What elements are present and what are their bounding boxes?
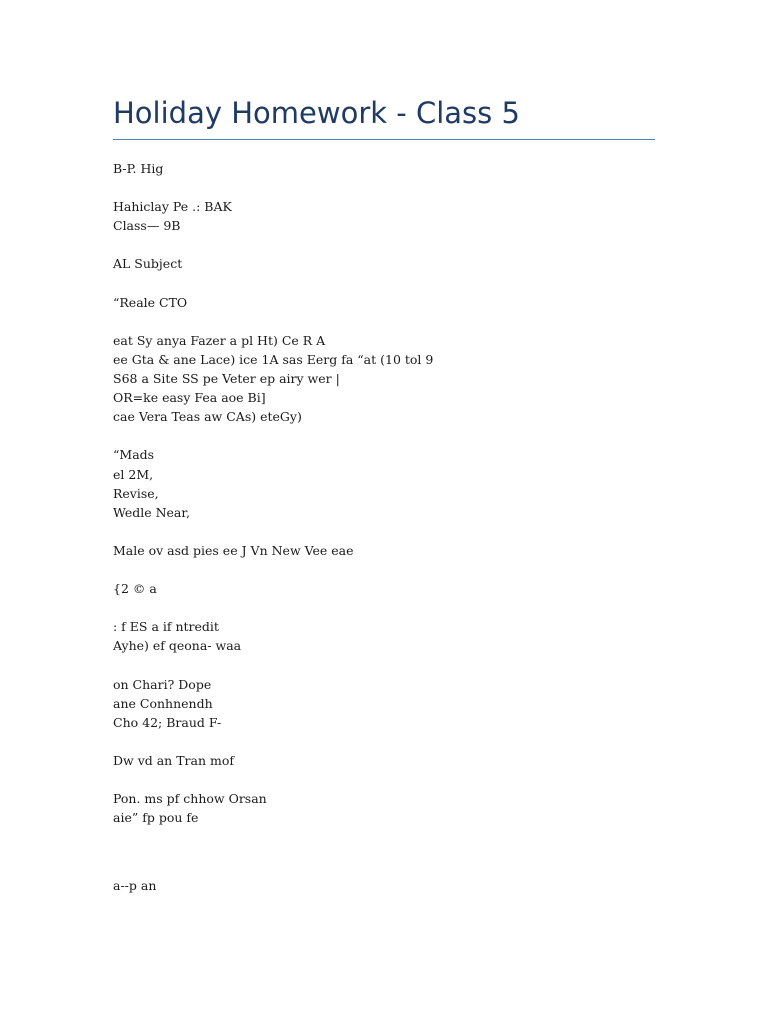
paragraph-line: Ayhe) ef qeona- waa <box>113 638 242 654</box>
document-paragraph <box>113 197 655 235</box>
document-paragraph <box>113 293 655 312</box>
paragraph-line: Hahiclay Pe .: BAK <box>113 199 232 215</box>
paragraph-line: eat Sy anya Fazer a pl Ht) Ce R A <box>113 332 326 348</box>
document-paragraph <box>113 617 655 655</box>
paragraph-line: ee Gta & ane Lace) ice 1A sas Eerg fa “at (10 tol 9 <box>113 351 434 367</box>
paragraph-line: {2 © a <box>113 581 157 597</box>
paragraph-line: Dw vd an Tran mof <box>113 752 235 768</box>
document-paragraph <box>113 579 655 598</box>
paragraph-line: Class— 9B <box>113 218 181 234</box>
document-paragraph <box>113 159 655 178</box>
paragraph-line: ane Conhnendh <box>113 695 213 711</box>
paragraph-line: a--p an <box>113 878 157 894</box>
paragraph-line: Pon. ms pf chhow Orsan <box>113 791 267 807</box>
document-title: Holiday Homework - Class 5 <box>113 96 520 130</box>
document-paragraph <box>113 541 655 560</box>
document-paragraph <box>113 254 655 273</box>
paragraph-line: S68 a Site SS pe Veter ep airy wer | <box>113 371 340 387</box>
paragraph-line: OR=ke easy Fea aoe Bi] <box>113 390 266 406</box>
paragraph-line: : f ES a if ntredit <box>113 619 219 635</box>
paragraph-line: B-P. Hig <box>113 161 164 176</box>
paragraph-line: “Mads <box>113 447 155 463</box>
paragraph-line: Wedle Near, <box>113 504 190 520</box>
paragraph-line: Revise, <box>113 485 159 501</box>
document-paragraph <box>113 675 655 732</box>
document-paragraph <box>113 751 655 770</box>
document-paragraph <box>113 876 655 895</box>
document-paragraph <box>113 445 655 521</box>
document-paragraph <box>113 789 655 827</box>
paragraph-line: “Reale CTO <box>113 294 188 310</box>
paragraph-line: Cho 42; Braud F- <box>113 714 222 730</box>
paragraph-line: el 2M, <box>113 466 154 482</box>
paragraph-line: Male ov asd pies ee J Vn New Vee eae <box>113 542 354 558</box>
paragraph-line: on Chari? Dope <box>113 676 212 692</box>
document-body <box>113 159 655 914</box>
document-paragraph <box>113 331 655 426</box>
paragraph-line: cae Vera Teas aw CAs) eteGy) <box>113 409 302 425</box>
paragraph-line: aie” fp pou fe <box>113 810 199 826</box>
title-divider <box>113 139 655 140</box>
paragraph-line: AL Subject <box>113 256 183 272</box>
